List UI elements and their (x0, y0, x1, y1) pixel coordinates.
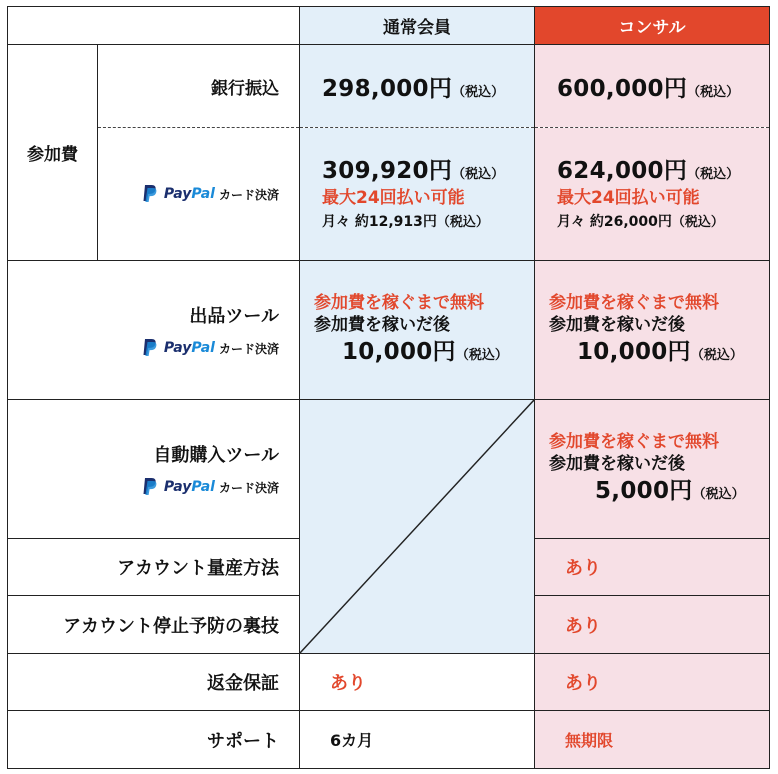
tax-note: （税込） (455, 348, 508, 364)
tax-note: （税込） (452, 166, 505, 182)
header-consul: コンサル (535, 7, 770, 45)
listing-normal-after: 参加費を稼いだ後 (314, 315, 450, 336)
paypal-icon (142, 184, 158, 204)
account-mass-consul: あり (535, 539, 770, 596)
paypal-normal-price: 309,920円 (322, 157, 453, 184)
bank-consul-cell (535, 45, 770, 128)
paypal-consul-monthly: 月々 約26,000円 (557, 213, 672, 230)
auto-tool-label: 自動購入ツール (153, 445, 279, 466)
card-payment-label: カード決済 (218, 187, 279, 202)
listing-consul-after: 参加費を稼いだ後 (549, 315, 685, 336)
paypal-brand: PayPal (163, 340, 215, 356)
auto-consul-after: 参加費を稼いだ後 (549, 454, 685, 475)
auto-consul-cell (535, 400, 770, 539)
support-normal: 6カ月 (300, 711, 535, 769)
header-empty-cell (8, 7, 300, 45)
paypal-normal-monthly: 月々 約12,913円 (322, 213, 437, 230)
support-label: サポート (8, 711, 300, 769)
paypal-consul-cell (535, 128, 770, 261)
tax-note: （税込） (687, 84, 740, 100)
tax-note: （税込） (687, 166, 740, 182)
tax-note: （税込） (671, 214, 724, 230)
paypal-brand: PayPal (163, 479, 215, 495)
paypal-icon (142, 338, 158, 358)
listing-normal-free: 参加費を稼ぐまで無料 (314, 292, 484, 313)
paypal-icon (142, 477, 158, 497)
auto-tool-label-cell (8, 400, 300, 539)
account-stop-label: アカウント停止予防の裏技 (8, 596, 300, 654)
refund-label: 返金保証 (8, 654, 300, 711)
tax-note: （税込） (690, 348, 743, 364)
bank-transfer-label: 銀行振込 (98, 45, 300, 128)
pricing-table (7, 6, 770, 769)
listing-normal-price: 10,000円 (342, 339, 456, 366)
paypal-consul-installment: 最大24回払い可能 (557, 187, 700, 208)
fee-label (8, 45, 98, 261)
bank-normal-price: 298,000円 (322, 75, 453, 102)
diagonal-slash (300, 400, 534, 653)
listing-tool-label-cell (8, 261, 300, 400)
tax-note: （税込） (692, 487, 745, 503)
bank-normal-cell (300, 45, 535, 128)
paypal-brand: PayPal (163, 186, 215, 202)
header-normal-member: 通常会員 (300, 7, 535, 45)
listing-tool-label: 出品ツール (189, 306, 279, 327)
account-stop-consul: あり (535, 596, 770, 654)
auto-consul-free: 参加費を稼ぐまで無料 (549, 431, 719, 452)
listing-consul-free: 参加費を稼ぐまで無料 (549, 292, 719, 313)
refund-consul: あり (535, 654, 770, 711)
listing-consul-cell (535, 261, 770, 400)
tax-note: （税込） (452, 84, 505, 100)
refund-normal: あり (300, 654, 535, 711)
paypal-normal-cell (300, 128, 535, 261)
support-consul: 無期限 (535, 711, 770, 769)
listing-normal-cell (300, 261, 535, 400)
card-payment-label: カード決済 (218, 341, 279, 356)
tax-note: （税込） (436, 214, 489, 230)
listing-consul-price: 10,000円 (577, 339, 691, 366)
paypal-normal-installment: 最大24回払い可能 (322, 187, 465, 208)
fee-label-text: 参加費 (27, 145, 78, 165)
not-available-cell (300, 400, 535, 654)
card-payment-label: カード決済 (218, 480, 279, 495)
auto-consul-price: 5,000円 (595, 478, 693, 505)
account-mass-label: アカウント量産方法 (8, 539, 300, 596)
paypal-consul-price: 624,000円 (557, 157, 688, 184)
bank-consul-price: 600,000円 (557, 75, 688, 102)
paypal-card-label (98, 128, 300, 261)
